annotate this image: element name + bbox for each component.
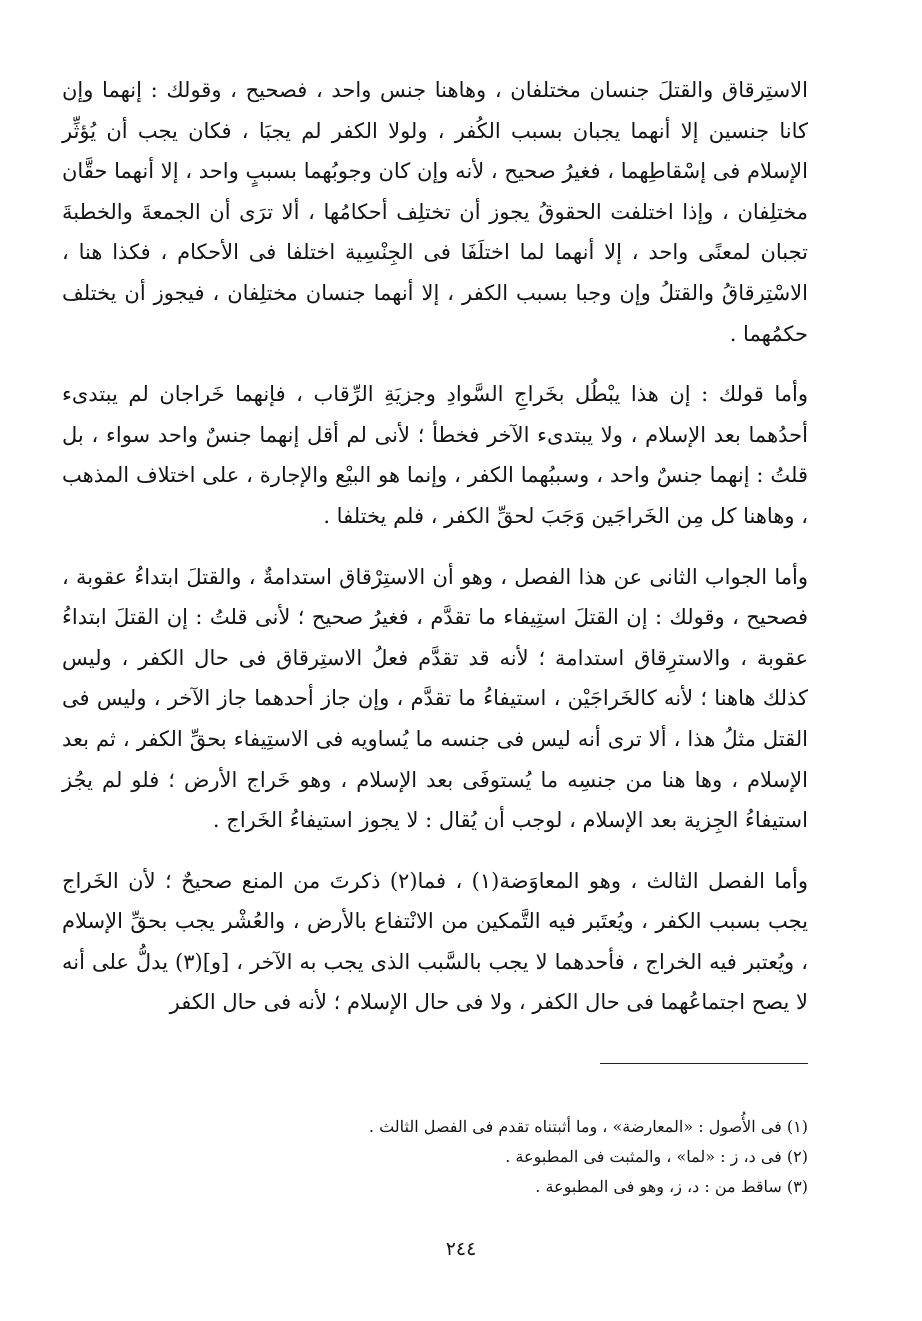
main-text [62, 70, 808, 1023]
paragraph-1: الاستِرقاق والقتلَ جنسان مختلفان ، وهاهنا جنس واحد ، فصحيح ، وقولك : إنهما وإن كانا جنسين إلا أنهما يجبان بسبب الكُفر ، ولولا الكفر لم يجبَا ، فكان يجب أن يُؤثِّر الإسلام فى إسْقاطِهما ، فغيرُ صحيح ، لأنه وإن كان وجوبُهما بسببٍ واحد ، إلا أنهما حقَّان مختلِفان ، وإذا اختلفت الحقوقُ يجوز أن تختلِف أحكامُها ، ألا ترَى أن الجمعةَ والخطبةَ تجبان لمعنًى واحد ، إلا أنهما لما اختلَفَا فى الجِنْسِية اختلفا فى الأحكام ، فكذا هنا ، الاسْتِرقاقُ والقتلُ وإن وجبا بسبب الكفر ، إلا أنهما جنسان مختلِفان ، فيجوز أن يختلف حكمُهما . [62, 78, 808, 346]
paragraph-2: وأما قولك : إن هذا يبْطُل بخَراجِ السَّوادِ وجزيَةِ الرِّقاب ، فإنهما خَراجان لم يبتدىء أحدُهما بعد الإسلام ، ولا يبتدىء الآخر فخطأ ؛ لأنى لم أقل إنهما جنسٌ واحد سواء ، بل قلتُ : إنهما جنسٌ واحد ، وسببُهما الكفر ، وإنما هو البيْع والإجارة ، على اختلاف المذهب ، وهاهنا كل مِن الخَراجَين وَجَبَ لحقِّ الكفر ، فلم يختلفا . [62, 382, 808, 528]
paragraph-4: وأما الفصل الثالث ، وهو المعاوَضة(١) ، فما(٢) ذكرتَ من المنع صحيحٌ ؛ لأن الخَراج يجب بسبب الكفر ، ويُعتَبر فيه التَّمكين من الانْتفاع بالأرض ، والعُشْر يجب بحقِّ الإسلام ، ويُعتبر فيه الخراج ، فأحدهما لا يجب بالسَّبب الذى يجب به الآخر ، [و](٣) يدلُّ على أنه لا يصح اجتماعُهما فى حال الكفر ، ولا فى حال الإسلام ؛ لأنه فى حال الكفر [62, 868, 808, 1015]
page-number: ٢٤٤ [445, 1238, 477, 1260]
paragraph-3: وأما الجواب الثانى عن هذا الفصل ، وهو أن الاستِرْقاق استدامةٌ ، والقتلَ ابتداءُ عقوبة ، فصحيح ، وقولك : إن القتلَ استِيفاء ما تقدَّم ، فغيرُ صحيح ؛ لأنى قلتُ : إن القتلَ ابتداءُ عقوبة ، والاسترِقاق استدامة ؛ لأنه قد تقدَّم فعلُ الاستِرقاق فى حال الكفر ، وليس كذلك هاهنا ؛ لأنه كالخَراجَيْن ، استيفاءُ ما تقدَّم ، وإن جاز أحدهما جاز الآخر ، وليس فى القتل مثلُ هذا ، ألا ترى أنه ليس فى جنسه ما يُساويه فى الاستِيفاء بحقِّ الكفر ، ثم بعد الإسلام ، وها هنا من جنسِه ما يُستوفَى بعد الإسلام ، وهو خَراج الأرض ؛ فلو لم يجُز استيفاءُ الجِزية بعد الإسلام ، لوجب أن يُقال : لا يجوز استيفاءُ الخَراج . [62, 564, 808, 833]
footnote-1: (١) فى الأُصول : «المعارضة» ، وما أثبتناه تقدم فى الفصل الثالث . [368, 1117, 808, 1136]
footnote-3: (٣) ساقط من : د، ز، وهو فى المطبوعة . [535, 1177, 808, 1196]
footnote-divider [600, 1063, 808, 1064]
footnotes [108, 1112, 808, 1202]
footnote-2: (٢) فى د، ز : «لما» ، والمثبت فى المطبوعة . [505, 1147, 808, 1166]
